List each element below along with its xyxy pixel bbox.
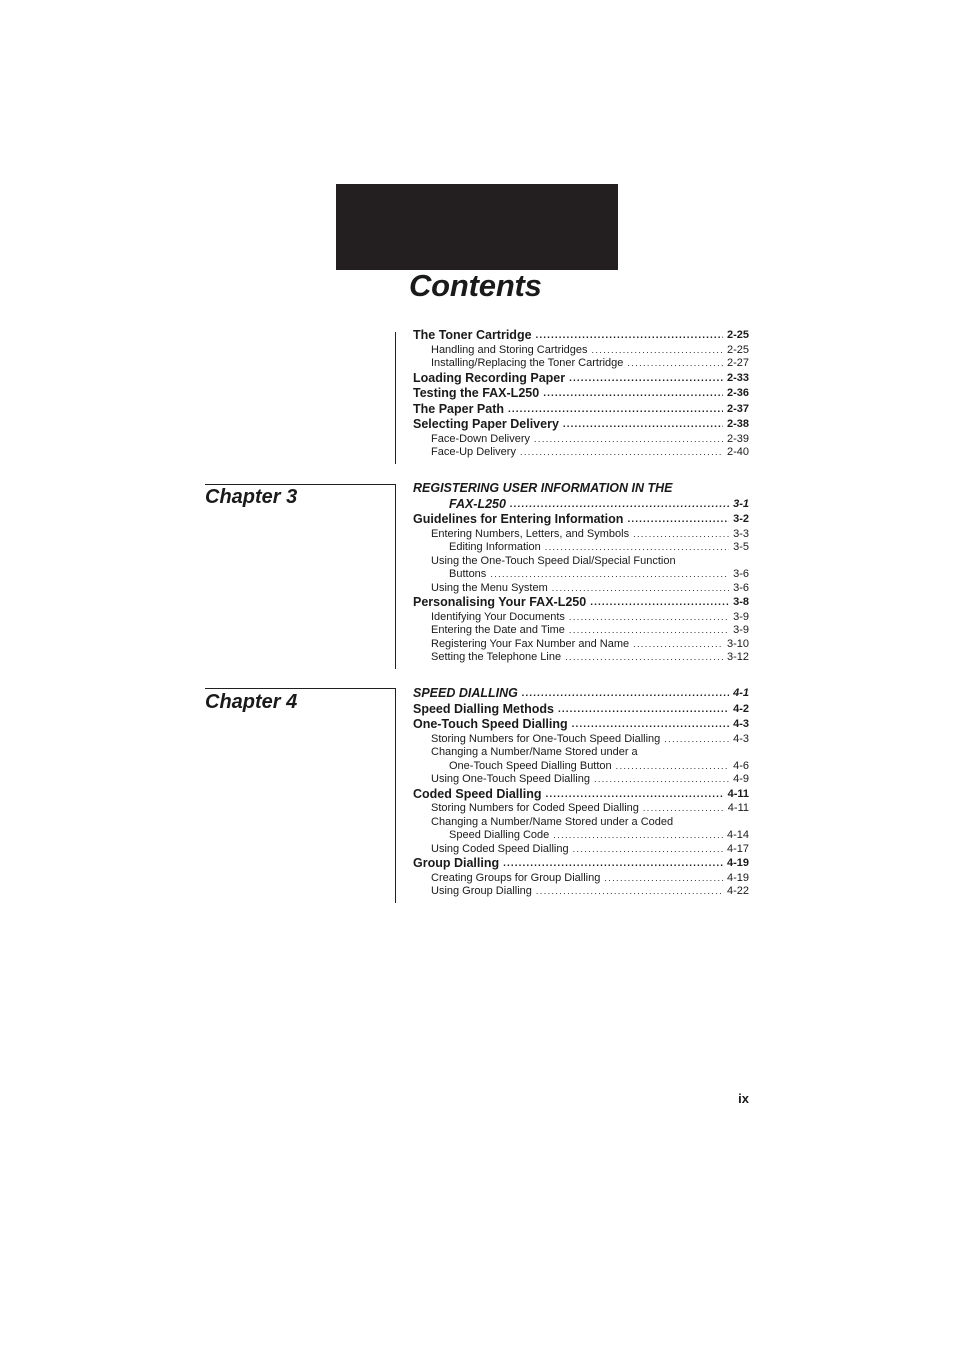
toc-entry[interactable]: One-Touch Speed Dialling ..... 4-3 [413,717,749,733]
toc-entry[interactable]: One-Touch Speed Dialling Button ..... 4-6 [413,760,749,774]
chapter-4-rule [205,688,396,689]
toc-entry[interactable]: Buttons ..... 3-6 [413,568,749,582]
toc-entry[interactable]: The Toner Cartridge ..... 2-25 [413,328,749,344]
toc-entry[interactable]: Storing Numbers for Coded Speed Dialling ..... 4-11 [413,802,749,816]
toc-entry[interactable]: Changing a Number/Name Stored under a [431,746,638,758]
divider-vertical-chapter-3 [395,484,396,669]
toc-chapter-heading[interactable]: SPEED DIALLING ..... 4-1 [413,686,749,702]
chapter-3-label: Chapter 3 [205,486,298,508]
toc-entry[interactable]: Changing a Number/Name Stored under a Coded [431,815,674,828]
toc-entry[interactable]: Registering Your Fax Number and Name ..... 3-10 [413,638,749,652]
toc-entry[interactable]: Face-Up Delivery ..... 2-40 [413,446,749,460]
toc-entry[interactable]: The Paper Path ..... 2-37 [413,402,749,418]
toc-chapter-heading[interactable]: REGISTERING USER INFORMATION IN THE [413,481,673,495]
divider-vertical-top [395,332,396,464]
toc-entry[interactable]: Personalising Your FAX-L250 ..... 3-8 [413,595,749,611]
toc-entry[interactable]: Loading Recording Paper ..... 2-33 [413,371,749,387]
toc-chapter-3 [413,481,749,665]
toc-entry[interactable]: Entering the Date and Time ..... 3-9 [413,624,749,638]
toc-entry[interactable]: FAX-L250 ..... 3-1 [413,497,749,513]
toc-entry[interactable]: Using Coded Speed Dialling ..... 4-17 [413,843,749,857]
divider-vertical-chapter-4 [395,688,396,903]
toc-entry[interactable]: Installing/Replacing the Toner Cartridge ..... 2-27 [413,357,749,371]
toc-entry[interactable]: Handling and Storing Cartridges ..... 2-25 [413,344,749,358]
toc-entry[interactable]: Guidelines for Entering Information ..... 3-2 [413,512,749,528]
toc-entry[interactable]: Setting the Telephone Line ..... 3-12 [413,651,749,665]
toc-entry[interactable]: Selecting Paper Delivery ..... 2-38 [413,417,749,433]
toc-entry[interactable]: Creating Groups for Group Dialling ..... 4-19 [413,872,749,886]
toc-entry[interactable]: Face-Down Delivery ..... 2-39 [413,433,749,447]
toc-continued-chapter-2 [413,328,749,460]
page-title: Contents [409,268,542,303]
toc-entry[interactable]: Using the One-Touch Speed Dial/Special Function [431,554,676,567]
toc-entry[interactable]: Identifying Your Documents ..... 3-9 [413,611,749,625]
toc-entry[interactable]: Using the Menu System ..... 3-6 [413,582,749,596]
toc-entry[interactable]: Storing Numbers for One-Touch Speed Dialling ..... 4-3 [413,733,749,747]
toc-entry[interactable]: Testing the FAX-L250 ..... 2-36 [413,386,749,402]
chapter-3-rule [205,484,396,485]
toc-chapter-4 [413,686,749,899]
toc-entry[interactable]: Coded Speed Dialling ..... 4-11 [413,787,749,803]
toc-entry[interactable]: Entering Numbers, Letters, and Symbols ..... 3-3 [413,528,749,542]
toc-entry[interactable]: Speed Dialling Code ..... 4-14 [413,829,749,843]
header-black-block [336,184,618,270]
toc-entry[interactable]: Speed Dialling Methods ..... 4-2 [413,702,749,718]
toc-entry[interactable]: Editing Information ..... 3-5 [413,541,749,555]
chapter-4-label: Chapter 4 [205,691,298,713]
toc-entry[interactable]: Using One-Touch Speed Dialling ..... 4-9 [413,773,749,787]
page-number: ix [738,1091,749,1106]
toc-entry[interactable]: Group Dialling ..... 4-19 [413,856,749,872]
toc-entry[interactable]: Using Group Dialling ..... 4-22 [413,885,749,899]
